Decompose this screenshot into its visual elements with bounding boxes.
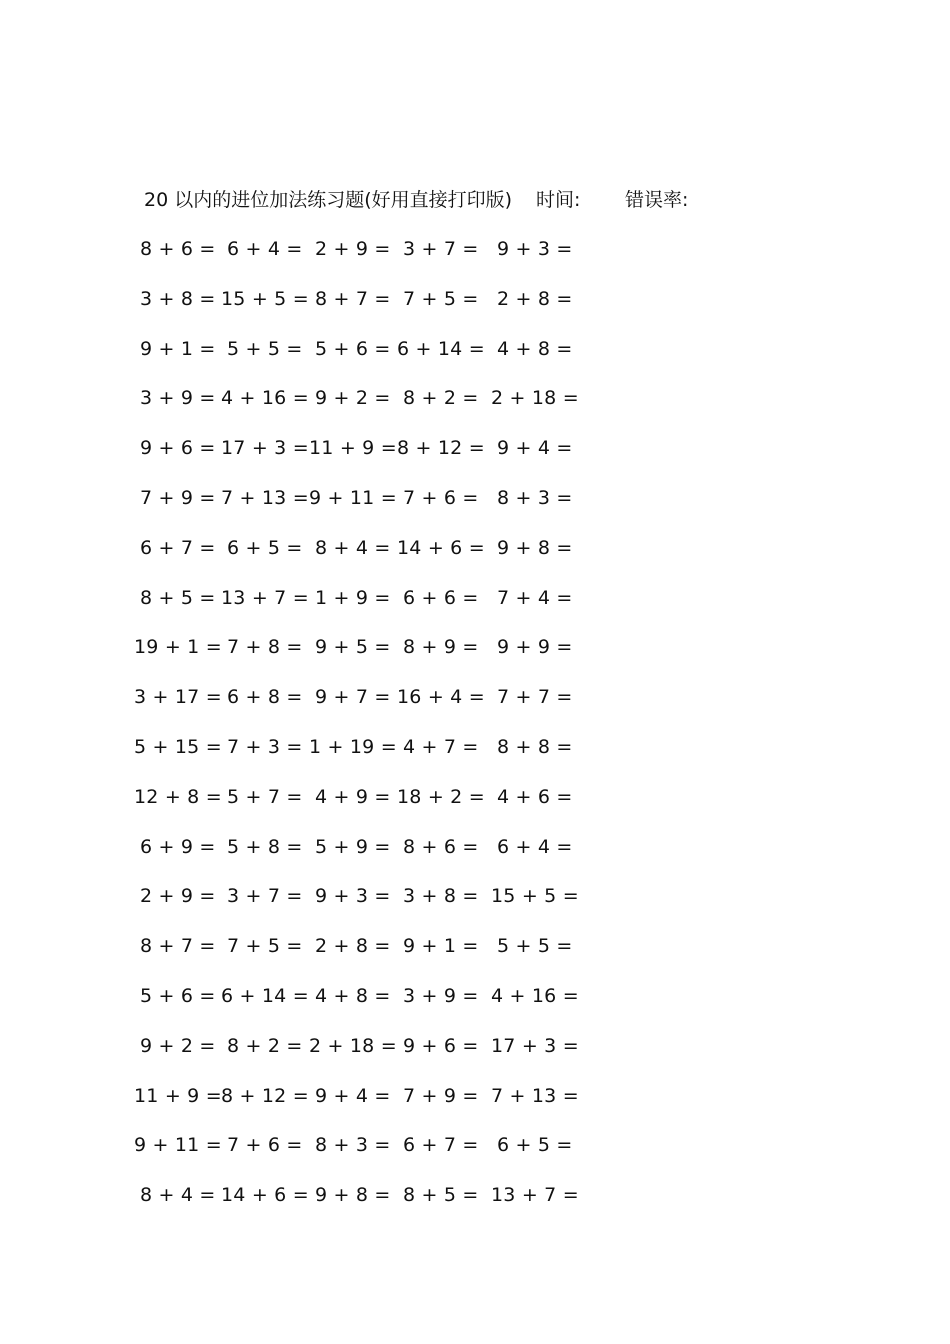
problem-r3-c5: 4 + 8 = bbox=[497, 337, 573, 360]
problem-r14-c3: 9 + 3 = bbox=[315, 885, 391, 908]
problem-r3-c3: 5 + 6 = bbox=[315, 337, 391, 360]
problem-r8-c4: 6 + 6 = bbox=[403, 586, 479, 609]
problem-r17-c1: 9 + 2 = bbox=[140, 1034, 216, 1057]
problem-r13-c2: 5 + 8 = bbox=[227, 835, 303, 858]
problem-r20-c5: 13 + 7 = bbox=[491, 1184, 579, 1207]
problem-r4-c2: 4 + 16 = bbox=[221, 387, 309, 410]
problem-r9-c3: 9 + 5 = bbox=[315, 636, 391, 659]
problem-r18-c2: 8 + 12 = bbox=[221, 1084, 309, 1107]
problem-r16-c2: 6 + 14 = bbox=[221, 985, 309, 1007]
problem-r6-c2: 7 + 13 = bbox=[221, 487, 309, 509]
problem-r11-c2: 7 + 3 = bbox=[227, 736, 303, 758]
problem-r2-c3: 8 + 7 = bbox=[315, 287, 391, 310]
problem-r4-c4: 8 + 2 = bbox=[403, 387, 479, 410]
problem-r8-c2: 13 + 7 = bbox=[221, 586, 309, 609]
problem-r5-c5: 9 + 4 = bbox=[497, 437, 573, 460]
problem-r13-c5: 6 + 4 = bbox=[497, 835, 573, 858]
problem-r19-c4: 6 + 7 = bbox=[403, 1134, 479, 1157]
problem-r11-c1: 5 + 15 = bbox=[134, 736, 222, 758]
problem-r12-c2: 5 + 7 = bbox=[227, 785, 303, 808]
problem-r5-c3: 11 + 9 = bbox=[309, 437, 397, 460]
problem-r3-c1: 9 + 1 = bbox=[140, 337, 216, 360]
problem-r17-c5: 17 + 3 = bbox=[491, 1034, 579, 1057]
problem-r12-c3: 4 + 9 = bbox=[315, 785, 391, 808]
problem-r7-c5: 9 + 8 = bbox=[497, 536, 573, 559]
problem-r2-c2: 15 + 5 = bbox=[221, 287, 309, 310]
problem-r16-c5: 4 + 16 = bbox=[491, 985, 579, 1007]
problem-r11-c4: 4 + 7 = bbox=[403, 736, 479, 758]
problem-r12-c1: 12 + 8 = bbox=[134, 785, 222, 808]
problem-r7-c3: 8 + 4 = bbox=[315, 536, 391, 559]
problem-r12-c5: 4 + 6 = bbox=[497, 785, 573, 808]
problem-r1-c4: 3 + 7 = bbox=[403, 238, 479, 260]
problem-r8-c1: 8 + 5 = bbox=[140, 586, 216, 609]
problem-r9-c5: 9 + 9 = bbox=[497, 636, 573, 659]
problem-r20-c2: 14 + 6 = bbox=[221, 1184, 309, 1207]
problem-r15-c1: 8 + 7 = bbox=[140, 935, 216, 958]
problem-r4-c5: 2 + 18 = bbox=[491, 387, 579, 410]
problem-r5-c2: 17 + 3 = bbox=[221, 437, 309, 460]
problem-r6-c1: 7 + 9 = bbox=[140, 487, 216, 509]
problem-r1-c1: 8 + 6 = bbox=[140, 238, 216, 260]
problem-r11-c5: 8 + 8 = bbox=[497, 736, 573, 758]
problem-r7-c1: 6 + 7 = bbox=[140, 536, 216, 559]
problem-r16-c4: 3 + 9 = bbox=[403, 985, 479, 1007]
problem-r10-c3: 9 + 7 = bbox=[315, 686, 391, 709]
problem-r13-c3: 5 + 9 = bbox=[315, 835, 391, 858]
problem-r15-c4: 9 + 1 = bbox=[403, 935, 479, 958]
problem-r7-c4: 14 + 6 = bbox=[397, 536, 485, 559]
problem-r16-c1: 5 + 6 = bbox=[140, 985, 216, 1007]
problem-r6-c3: 9 + 11 = bbox=[309, 487, 397, 509]
problem-r13-c4: 8 + 6 = bbox=[403, 835, 479, 858]
problem-r10-c2: 6 + 8 = bbox=[227, 686, 303, 709]
problem-r1-c5: 9 + 3 = bbox=[497, 238, 573, 260]
problem-r14-c1: 2 + 9 = bbox=[140, 885, 216, 908]
problem-r10-c1: 3 + 17 = bbox=[134, 686, 222, 709]
problem-r4-c3: 9 + 2 = bbox=[315, 387, 391, 410]
problem-r2-c1: 3 + 8 = bbox=[140, 287, 216, 310]
problem-r19-c3: 8 + 3 = bbox=[315, 1134, 391, 1157]
problem-r14-c4: 3 + 8 = bbox=[403, 885, 479, 908]
problem-r20-c3: 9 + 8 = bbox=[315, 1184, 391, 1207]
problem-r2-c4: 7 + 5 = bbox=[403, 287, 479, 310]
worksheet-title: 20 以内的进位加法练习题(好用直接打印版) bbox=[144, 189, 513, 211]
problem-r20-c1: 8 + 4 = bbox=[140, 1184, 216, 1207]
problem-r3-c2: 5 + 5 = bbox=[227, 337, 303, 360]
problem-r19-c5: 6 + 5 = bbox=[497, 1134, 573, 1157]
problem-r18-c5: 7 + 13 = bbox=[491, 1084, 579, 1107]
problem-r6-c5: 8 + 3 = bbox=[497, 487, 573, 509]
problem-r6-c4: 7 + 6 = bbox=[403, 487, 479, 509]
problem-r15-c5: 5 + 5 = bbox=[497, 935, 573, 958]
problem-r2-c5: 2 + 8 = bbox=[497, 287, 573, 310]
problem-r20-c4: 8 + 5 = bbox=[403, 1184, 479, 1207]
problem-r15-c3: 2 + 8 = bbox=[315, 935, 391, 958]
problem-r9-c4: 8 + 9 = bbox=[403, 636, 479, 659]
problem-r18-c4: 7 + 9 = bbox=[403, 1084, 479, 1107]
problem-r18-c3: 9 + 4 = bbox=[315, 1084, 391, 1107]
problem-r14-c5: 15 + 5 = bbox=[491, 885, 579, 908]
problem-r14-c2: 3 + 7 = bbox=[227, 885, 303, 908]
problem-r15-c2: 7 + 5 = bbox=[227, 935, 303, 958]
problem-r5-c1: 9 + 6 = bbox=[140, 437, 216, 460]
error-rate-label: 错误率: bbox=[625, 189, 689, 211]
problem-r4-c1: 3 + 9 = bbox=[140, 387, 216, 410]
problem-r8-c5: 7 + 4 = bbox=[497, 586, 573, 609]
problem-r8-c3: 1 + 9 = bbox=[315, 586, 391, 609]
problem-r7-c2: 6 + 5 = bbox=[227, 536, 303, 559]
problem-r11-c3: 1 + 19 = bbox=[309, 736, 397, 758]
problem-r5-c4: 8 + 12 = bbox=[397, 437, 485, 460]
problem-r9-c1: 19 + 1 = bbox=[134, 636, 222, 659]
problem-r19-c2: 7 + 6 = bbox=[227, 1134, 303, 1157]
problem-r18-c1: 11 + 9 = bbox=[134, 1084, 222, 1107]
problem-r17-c2: 8 + 2 = bbox=[227, 1034, 303, 1057]
problem-r19-c1: 9 + 11 = bbox=[134, 1134, 222, 1157]
problem-r16-c3: 4 + 8 = bbox=[315, 985, 391, 1007]
problem-r17-c3: 2 + 18 = bbox=[309, 1034, 397, 1057]
time-label: 时间: bbox=[536, 189, 581, 211]
problem-r13-c1: 6 + 9 = bbox=[140, 835, 216, 858]
problem-r1-c2: 6 + 4 = bbox=[227, 238, 303, 260]
problem-r10-c4: 16 + 4 = bbox=[397, 686, 485, 709]
problem-r10-c5: 7 + 7 = bbox=[497, 686, 573, 709]
problem-r9-c2: 7 + 8 = bbox=[227, 636, 303, 659]
problem-r12-c4: 18 + 2 = bbox=[397, 785, 485, 808]
problem-r17-c4: 9 + 6 = bbox=[403, 1034, 479, 1057]
problem-r1-c3: 2 + 9 = bbox=[315, 238, 391, 260]
problem-r3-c4: 6 + 14 = bbox=[397, 337, 485, 360]
